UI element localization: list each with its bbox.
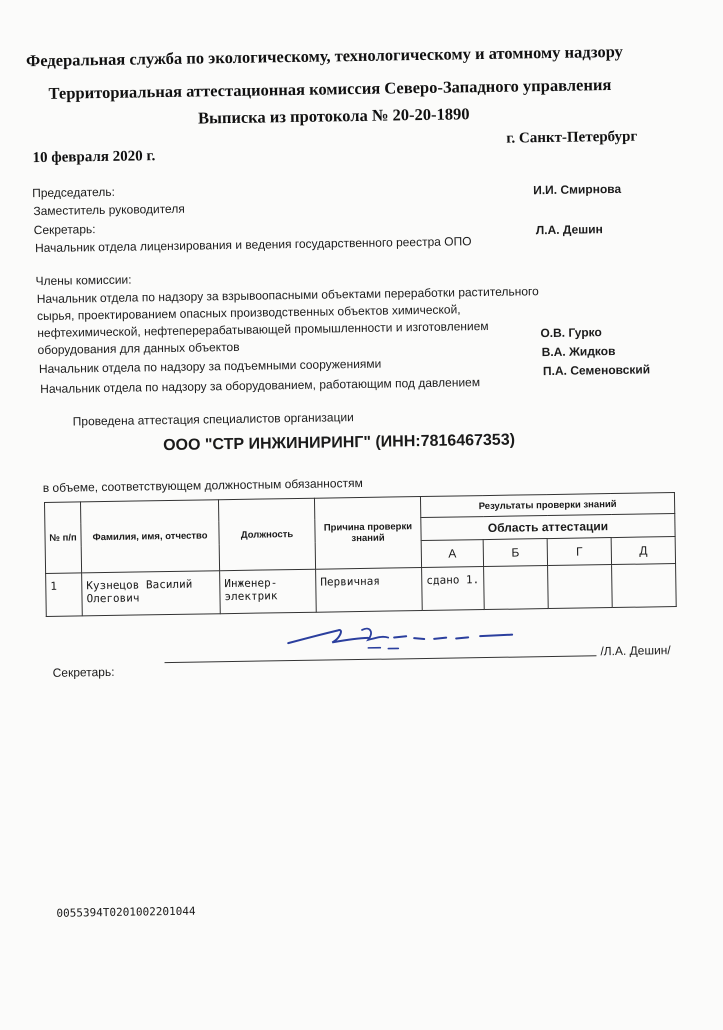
member2-position: Начальник отдела по надзору за подъемными сооружениями [38,356,382,377]
member1-line1: Начальник отдела по надзору за взрывоопасными объектами переработки растительного [36,284,539,307]
attestation-table [44,492,677,617]
member2-name: В.А. Жидков [541,343,616,360]
chair-label: Председатель: [32,184,116,201]
protocol-city: г. Санкт-Петербург [506,128,638,147]
chair-position: Заместитель руководителя [33,201,185,219]
header-position: Должность [218,498,315,570]
member1-line2: сырья, проектированием опасных производственных объектов химической, [36,302,461,324]
secretary-signature [284,615,525,659]
cell-a: сдано 1. [422,567,485,611]
cell-name: Кузнецов Василий Олегович [82,571,221,616]
members-label: Члены комиссии: [35,272,132,289]
cell-reason: Первичная [316,568,423,613]
header-commission: Территориальная аттестационная комиссия Северо-Западного управления [48,75,612,103]
organization-name: ООО "СТР ИНЖИНИРИНГ" (ИНН:7816467353) [162,431,516,455]
header-area: Область аттестации [421,514,675,541]
header-num: № п/п [44,502,81,574]
secretary-label: Секретарь: [33,222,96,238]
cell-g [548,565,613,609]
header-protocol: Выписка из протокола № 20-20-1890 [197,104,470,128]
attestation-intro: Проведена аттестация специалистов организации [72,410,354,429]
cell-b [484,566,549,610]
table-row [46,564,677,617]
member3-position: Начальник отдела по надзору за оборудованием, работающим под давлением [40,375,481,397]
cell-num: 1 [46,573,83,617]
member3-name: П.А. Семеновский [542,362,651,379]
member1-line4: оборудования для данных объектов [37,339,240,358]
footer-secretary-name: /Л.А. Дешин/ [600,643,671,659]
header-letter-d: Д [611,537,675,565]
header-letter-a: А [421,540,483,568]
cell-position: Инженер-электрик [220,569,317,614]
header-agency: Федеральная служба по экологическому, технологическому и атомному надзору [25,41,624,71]
cell-d [612,564,677,608]
member1-line3: нефтехимической, нефтеперерабатывающей промышленности и изготовлением [37,318,489,341]
document-number: 0055394Т0201002201044 [56,904,196,920]
secretary-name: Л.А. Дешин [535,222,603,238]
footer-secretary-label: Секретарь: [52,664,115,680]
header-letter-b: Б [483,539,547,567]
header-name: Фамилия, имя, отчество [80,500,219,573]
scope-text: в объеме, соответствующем должностным обязанностям [42,475,363,495]
header-reason: Причина проверки знаний [314,497,421,570]
protocol-date: 10 февраля 2020 г. [32,148,156,167]
member1-name: О.В. Гурко [540,325,602,341]
header-results: Результаты проверки знаний [420,493,674,518]
header-letter-g: Г [547,538,611,566]
chair-name: И.И. Смирнова [533,181,622,198]
secretary-position: Начальник отдела лицензирования и ведения государственного реестра ОПО [34,234,472,256]
